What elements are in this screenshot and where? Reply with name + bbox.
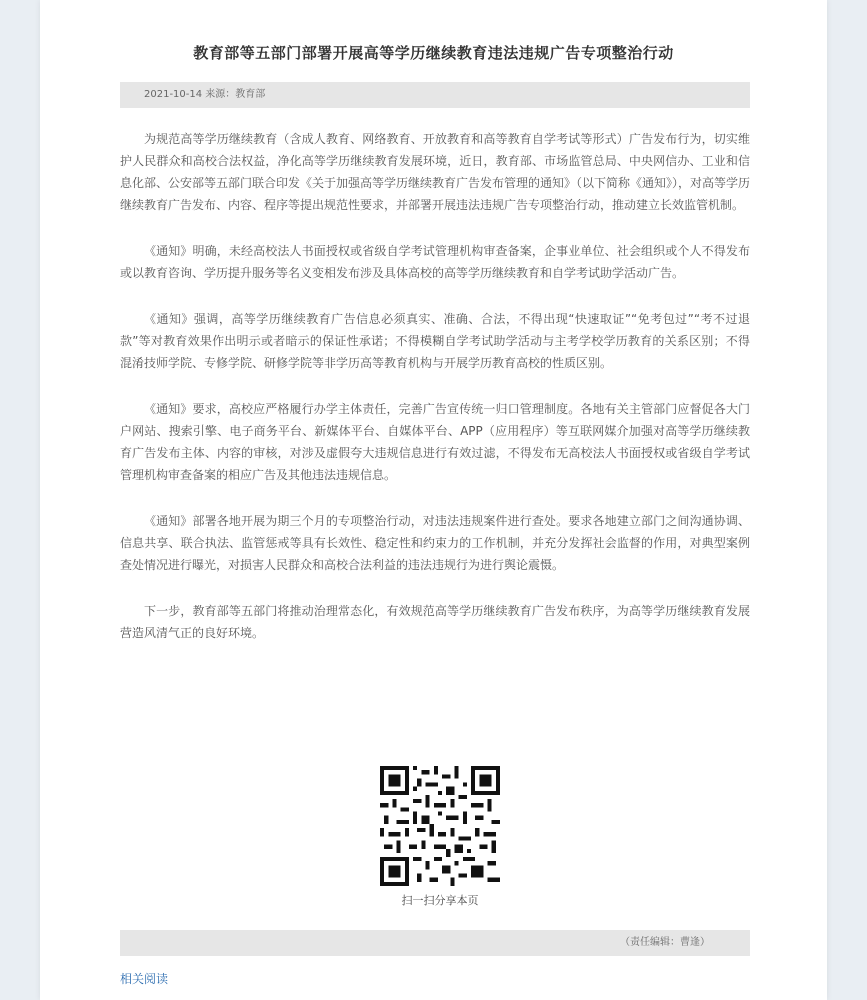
article-page (40, 0, 827, 1000)
qr-caption: 扫一扫分享本页 (401, 894, 479, 907)
paragraph: 下一步，教育部等五部门将推动治理常态化，有效规范高等学历继续教育广告发布秩序，为高等学历继续教育发展营造风清气正的良好环境。 (120, 604, 750, 640)
paragraph: 《通知》强调，高等学历继续教育广告信息必须真实、准确、合法，不得出现“快速取证”“免考包过”“考不过退款”等对教育效果作出明示或者暗示的保证性承诺；不得模糊自学考试助学活动与主考学校学历教育的关系区别；不得混淆技师学院、专修学院、研修学院等非学历高等教育机构与开展学历教育高校的性质区别。 (120, 312, 750, 370)
paragraph: 为规范高等学历继续教育（含成人教育、网络教育、开放教育和高等教育自学考试等形式）广告发布行为，切实维护人民群众和高校合法权益，净化高等学历继续教育发展环境，近日，教育部、市场监管总局、中央网信办、工业和信息化部、公安部等五部门联合印发《关于加强高等学历继续教育广告发布管理的通知》（以下简称《通知》），对高等学历继续教育广告发布、内容、程序等提出规范性要求，并部署开展违法违规广告专项整治行动，推动建立长效监管机制。 (120, 132, 751, 212)
paragraph: 《通知》明确，未经高校法人书面授权或省级自学考试管理机构审查备案，企事业单位、社会组织或个人不得发布或以教育咨询、学历提升服务等名义变相发布涉及具体高校的高等学历继续教育和自学考试助学活动广告。 (120, 244, 750, 280)
paragraph: 《通知》要求，高校应严格履行办学主体责任，完善广告宣传统一归口管理制度。各地有关主管部门应督促各大门户网站、搜索引擎、电子商务平台、新媒体平台、自媒体平台、APP（应用程序）等互联网媒介加强对高等学历继续教育广告发布主体、内容的审核，对涉及虚假夸大违规信息进行有效过滤，不得发布无高校法人书面授权或省级自学考试管理机构审查备案的相应广告及其他违法违规信息。 (120, 402, 750, 482)
editor-bar (120, 930, 750, 956)
responsible-editor: （责任编辑：曹逢） (620, 937, 710, 948)
qr-code-icon[interactable] (380, 766, 500, 886)
qr-share (360, 766, 520, 908)
article-meta: 2021-10-14 来源：教育部 (144, 89, 266, 100)
article-body (120, 128, 750, 668)
article-meta-bar (120, 82, 750, 108)
article-title: 教育部等五部门部署开展高等学历继续教育违法违规广告专项整治行动 (193, 44, 674, 62)
paragraph: 《通知》部署各地开展为期三个月的专项整治行动，对违法违规案件进行查处。要求各地建立部门之间沟通协调、信息共享、联合执法、监管惩戒等具有长效性、稳定性和约束力的工作机制，并充分发挥社会监督的作用，对典型案例查处情况进行曝光，对损害人民群众和高校合法利益的违法违规行为进行舆论震慑。 (120, 514, 750, 572)
related-reading-link[interactable]: 相关阅读 (120, 972, 169, 986)
